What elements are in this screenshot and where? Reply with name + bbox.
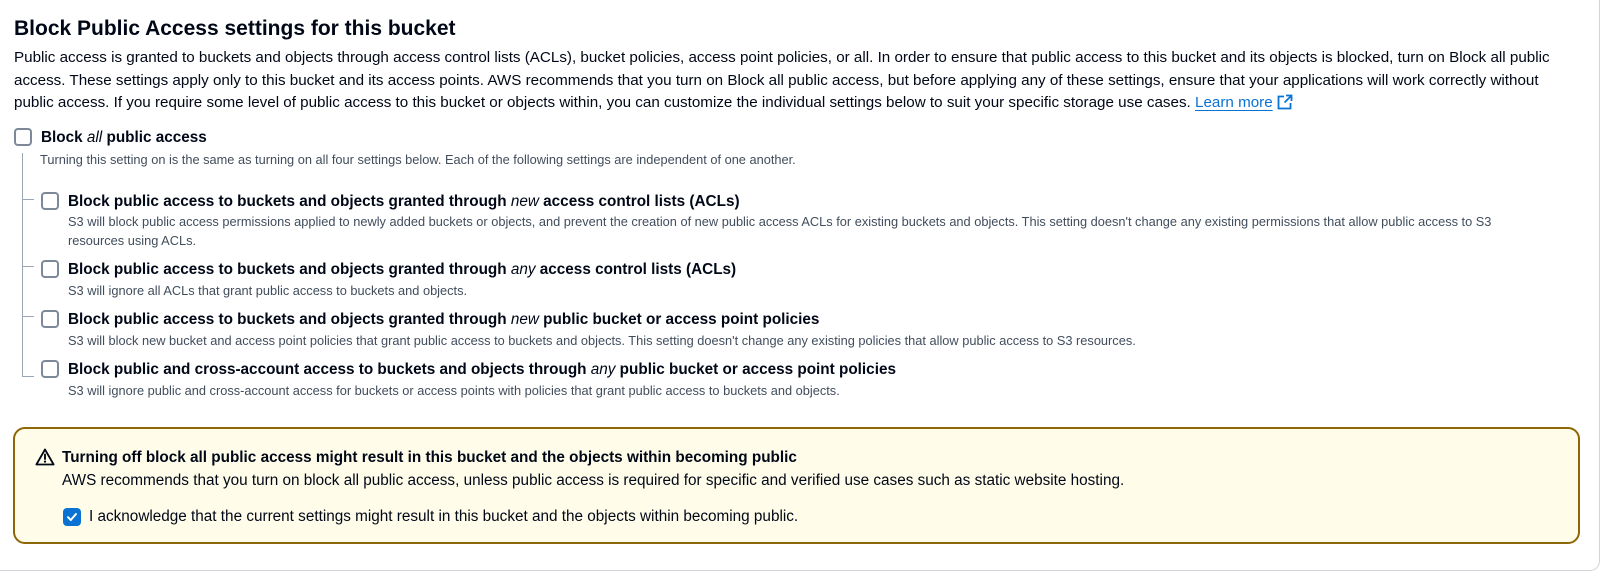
- block-any-acls-label[interactable]: Block public access to buckets and objects granted through any access control lists (ACLs): [68, 261, 737, 278]
- warning-triangle-icon: [35, 448, 55, 471]
- acknowledge-label[interactable]: I acknowledge that the current settings might result in this bucket and the objects within becoming public.: [89, 508, 799, 525]
- external-link-icon[interactable]: [1277, 94, 1293, 118]
- warning-body: AWS recommends that you turn on block all public access, unless public access is required for specific and verified use cases such as static website hosting.: [62, 472, 1125, 489]
- checkmark-icon: [66, 511, 78, 523]
- block-new-acls-description: S3 will block public access permissions applied to newly added buckets or objects, and prevent the creation of new public access ACLs for existing buckets and objects. This setting doesn't change any existing permissions that allow public access to S3 resources using ACLs.: [68, 214, 1492, 248]
- tree-connector: [22, 153, 23, 377]
- block-all-label[interactable]: Block all public access: [41, 129, 207, 146]
- block-new-acls-label[interactable]: Block public access to buckets and objects granted through new access control lists (ACLs): [68, 193, 740, 210]
- acknowledge-checkbox[interactable]: [63, 508, 81, 526]
- block-any-policies-label[interactable]: Block public and cross-account access to buckets and objects through any public bucket or access point policies: [68, 361, 896, 378]
- block-new-policies-description: S3 will block new bucket and access point policies that grant public access to buckets and objects. This setting doesn't change any existing policies that allow public access to S3 resources.: [68, 333, 1136, 348]
- block-new-acls-checkbox[interactable]: [41, 192, 59, 210]
- section-intro: [14, 47, 1564, 118]
- tree-branch: [22, 316, 34, 317]
- learn-more-link[interactable]: Learn more: [1195, 94, 1273, 111]
- block-all-checkbox[interactable]: [14, 128, 32, 146]
- tree-branch: [22, 266, 34, 267]
- block-any-policies-checkbox[interactable]: [41, 360, 59, 378]
- warning-alert: [13, 427, 1580, 544]
- block-new-policies-checkbox[interactable]: [41, 310, 59, 328]
- section-title: Block Public Access settings for this bucket: [14, 17, 456, 40]
- tree-branch: [22, 376, 34, 377]
- block-any-acls-checkbox[interactable]: [41, 260, 59, 278]
- warning-title: Turning off block all public access might result in this bucket and the objects within becoming public: [62, 449, 797, 466]
- block-any-acls-description: S3 will ignore all ACLs that grant public access to buckets and objects.: [68, 283, 468, 298]
- intro-text: Public access is granted to buckets and objects through access control lists (ACLs), bucket policies, access point policies, or all. In order to ensure that public access to this bucket and its objects is blocked, turn on Block all public access. These settings apply only to this bucket and its access points. AWS recommends that you turn on Block all public access, but before applying any of these settings, ensure that your applications will work correctly without public access. If you require some level of public access to this bucket or objects within, you can customize the individual settings below to suit your specific storage use cases.: [14, 49, 1550, 111]
- block-any-policies-description: S3 will ignore public and cross-account access for buckets or access points with policies that grant public access to buckets and objects.: [68, 383, 840, 398]
- block-new-policies-label[interactable]: Block public access to buckets and objects granted through new public bucket or access point policies: [68, 311, 820, 328]
- block-all-description: Turning this setting on is the same as turning on all four settings below. Each of the following settings are independent of one another.: [40, 152, 796, 167]
- tree-branch: [22, 199, 34, 200]
